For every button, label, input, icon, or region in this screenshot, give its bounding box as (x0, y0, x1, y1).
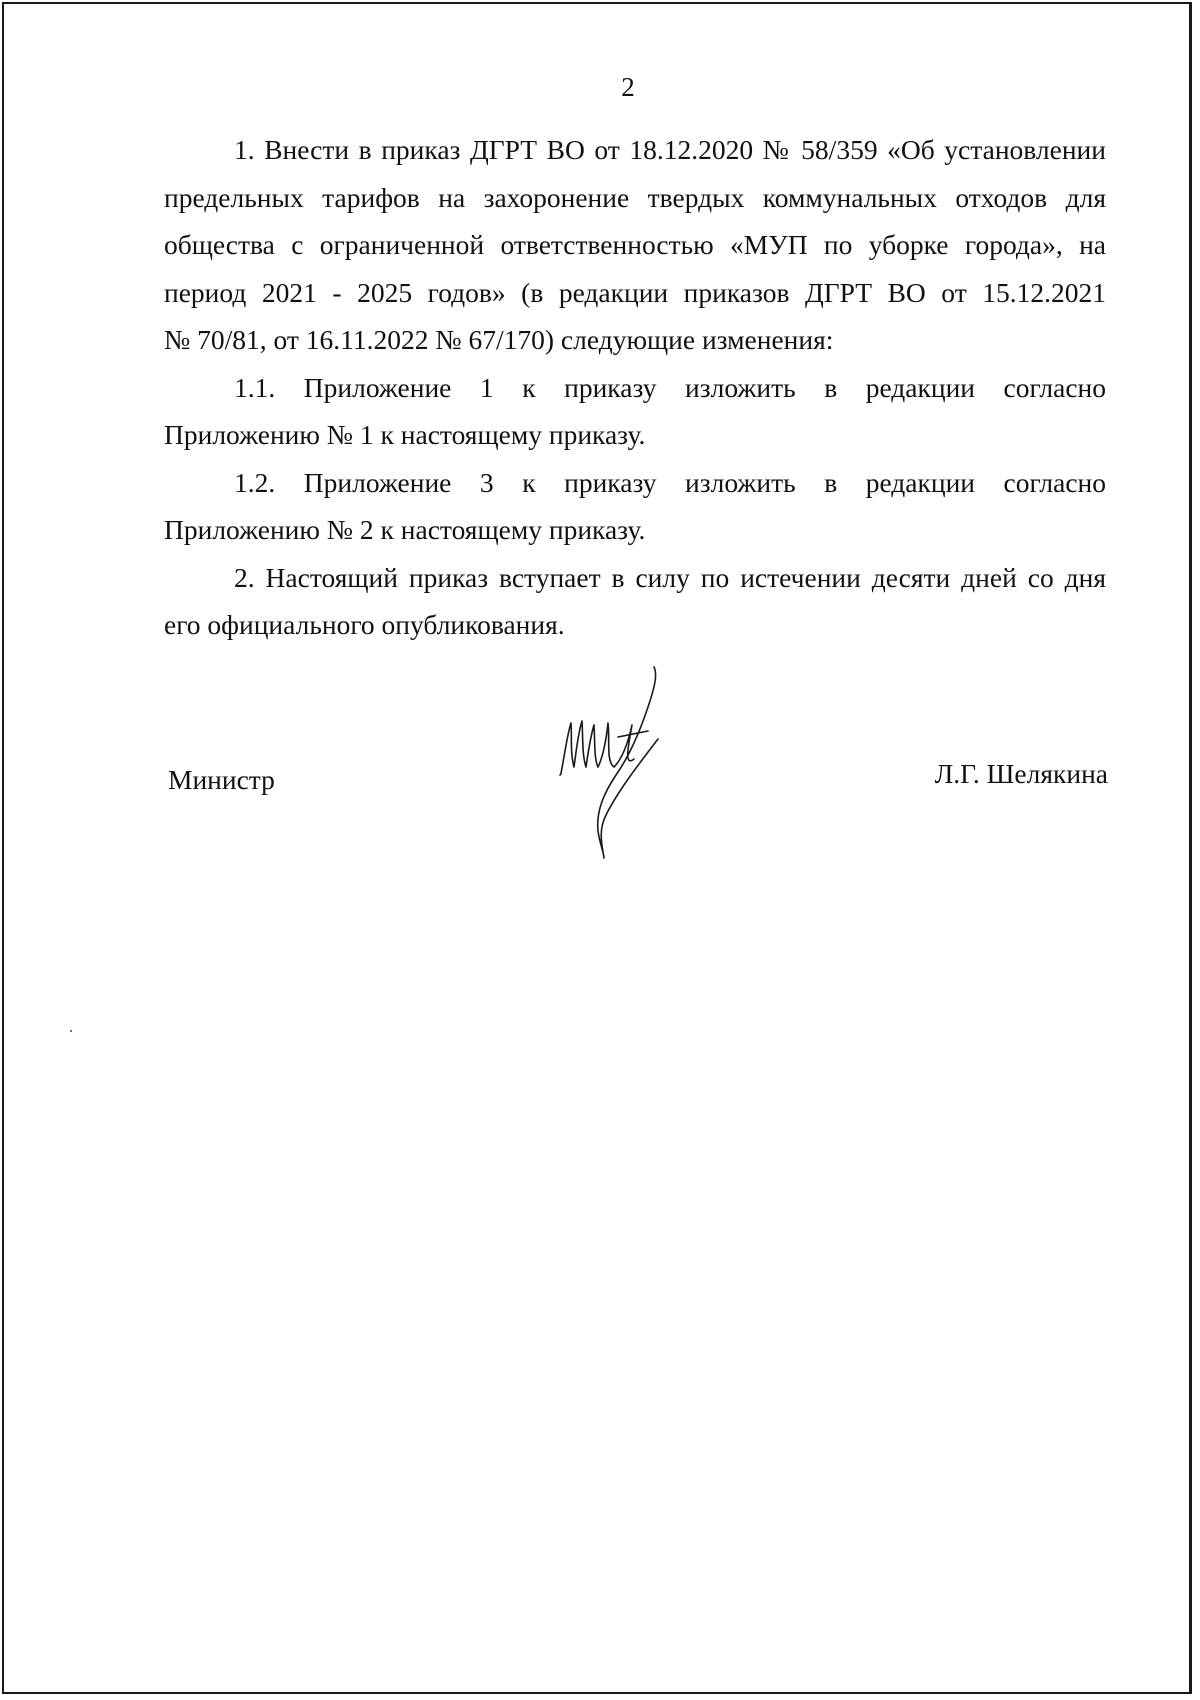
text-line: Приложению № 1 к настоящему приказу. (164, 419, 646, 450)
paragraph-1-2 (164, 459, 1106, 554)
text-line: общества с ограниченной ответственностью «МУП по уборке города», на (164, 229, 1106, 260)
signatory-name: Л.Г. Шелякина (934, 758, 1108, 789)
text-line: № 70/81, от 16.11.2022 № 67/170) следующие изменения: (164, 324, 834, 355)
text-line: предельных тарифов на захоронение твердых коммунальных отходов для (164, 181, 1106, 213)
signatory-title: Министр (168, 764, 275, 795)
handwritten-signature (558, 663, 708, 863)
text-line: 2. Настоящий приказ вступает в силу по истечении десяти дней со дня (234, 561, 1106, 593)
text-line: 1. Внести в приказ ДГРТ ВО от 18.12.2020 № 58/359 «Об установлении (234, 134, 1106, 165)
document-body (164, 126, 1106, 649)
text-line: 1.2. Приложение 3 к приказу изложить в редакции согласно (234, 466, 1106, 498)
text-line: период 2021 - 2025 годов» (в редакции приказов ДГРТ ВО от 15.12.2021 (164, 276, 1106, 308)
text-line: Приложению № 2 к настоящему приказу. (164, 514, 646, 545)
text-line: 1.1. Приложение 1 к приказу изложить в редакции согласно (234, 371, 1106, 403)
paragraph-2 (164, 554, 1106, 649)
page-number: 2 (621, 72, 635, 102)
paragraph-1 (164, 126, 1106, 364)
scan-speck (70, 1030, 72, 1032)
paragraph-1-1 (164, 364, 1106, 459)
text-line: его официального опубликования. (164, 609, 565, 640)
